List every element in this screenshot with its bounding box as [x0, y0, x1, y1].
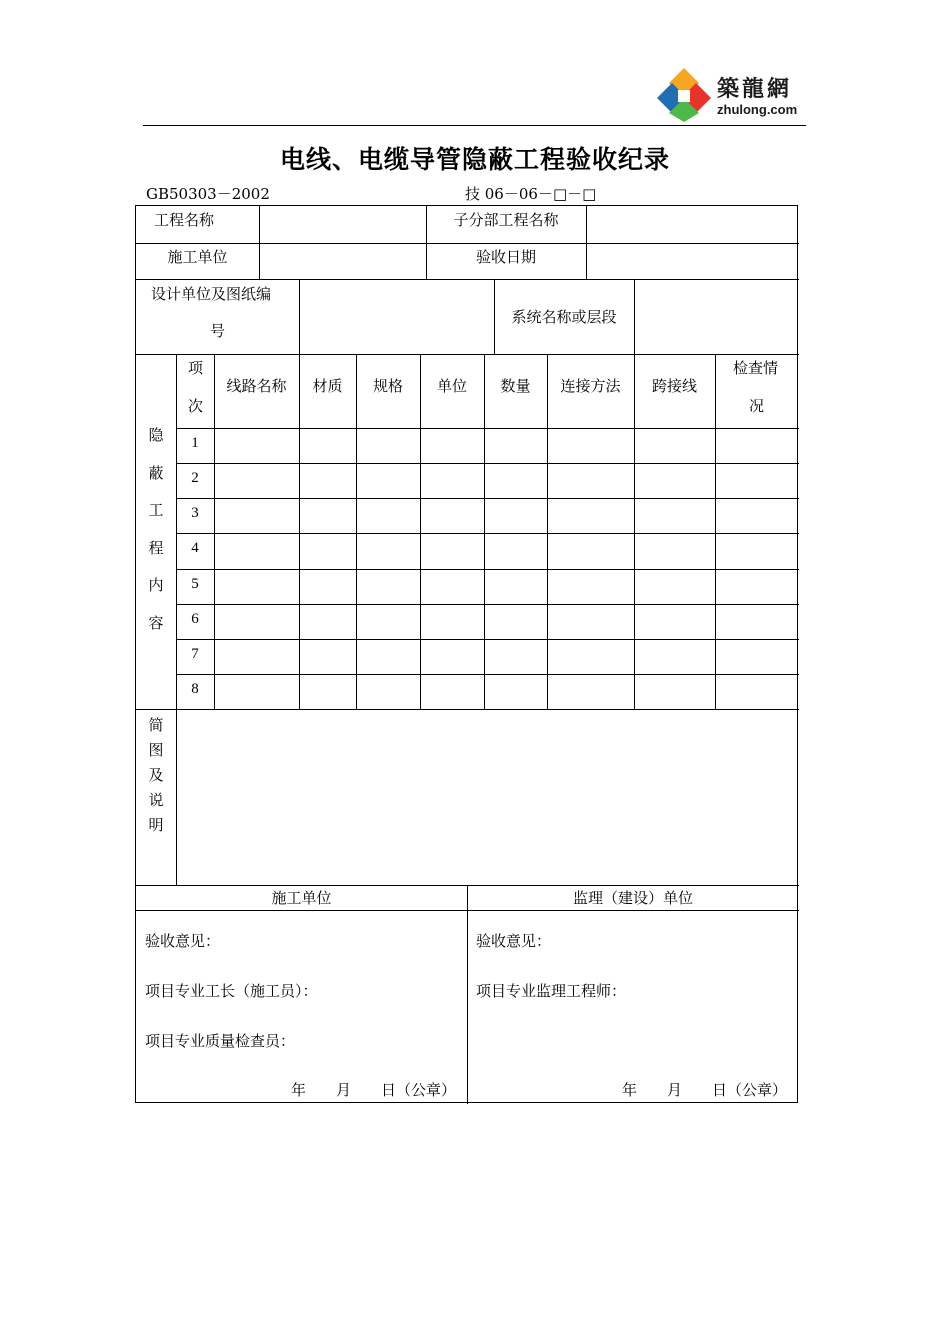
- design-unit-label-line2: 号: [210, 322, 226, 340]
- project-name-label: 工程名称: [153, 211, 214, 229]
- logo-chinese-name: 築龍網: [717, 77, 793, 102]
- left-inspector-label: 项目专业质量检查员：: [145, 1032, 296, 1050]
- signoff-construction-header: 施工单位: [271, 888, 332, 907]
- hidden-works-label: 隐 蔽 工 程 内 容: [148, 426, 164, 632]
- zhulong-logo-icon: [655, 66, 713, 122]
- right-opinion-label: 验收意见：: [476, 932, 552, 950]
- col-unit: 单位: [436, 377, 467, 395]
- table-row-number: 2: [191, 469, 199, 486]
- table-row-number: 8: [191, 680, 199, 697]
- right-date-seal: 年 月 日（公章）: [622, 1081, 788, 1099]
- design-unit-field[interactable]: [300, 279, 494, 354]
- sub-project-label: 子分部工程名称: [453, 211, 559, 229]
- left-opinion-label: 验收意见：: [145, 932, 221, 950]
- standard-code: GB50303－2002: [146, 185, 270, 203]
- page-title: 电线、电缆导管隐蔽工程验收纪录: [279, 145, 670, 174]
- sub-project-field[interactable]: [587, 206, 799, 243]
- table-row-number: 5: [191, 575, 199, 592]
- col-connection-method: 连接方法: [560, 377, 621, 395]
- sketch-description-label: 简 图 及 说 明: [148, 716, 164, 834]
- acceptance-date-label: 验收日期: [475, 248, 536, 266]
- col-material: 材质: [312, 377, 343, 395]
- zhulong-logo: [655, 66, 815, 122]
- col-quantity: 数量: [500, 377, 531, 395]
- acceptance-date-field[interactable]: [587, 243, 799, 279]
- system-label: 系统名称或层段: [511, 307, 617, 326]
- acceptance-form: [135, 205, 798, 1103]
- system-field[interactable]: [635, 279, 799, 354]
- sketch-area[interactable]: [177, 710, 799, 885]
- col-spec: 规格: [372, 377, 403, 395]
- col-jumper: 跨接线: [651, 377, 697, 395]
- form-number: 技 06－06－□－□: [465, 185, 597, 203]
- table-row-number: 3: [191, 504, 199, 521]
- signoff-supervision-header: 监理（建设）单位: [572, 888, 693, 907]
- table-row-number: 4: [191, 540, 199, 556]
- col-item-line2: 次: [188, 397, 204, 415]
- col-circuit-name: 线路名称: [226, 377, 287, 395]
- right-engineer-label: 项目专业监理工程师：: [476, 982, 627, 1000]
- design-unit-label-line1: 设计单位及图纸编: [151, 285, 272, 303]
- col-check-line2: 况: [749, 397, 765, 415]
- construction-unit-label: 施工单位: [167, 248, 228, 266]
- table-row-number: 7: [191, 645, 199, 662]
- col-item-line1: 项: [188, 359, 204, 377]
- logo-domain: zhulong.com: [717, 102, 798, 117]
- table-row-number: 6: [191, 610, 199, 627]
- table-row-number: 1: [191, 434, 199, 451]
- left-foreman-label: 项目专业工长（施工员）：: [145, 982, 318, 1000]
- col-check-line1: 检查情: [733, 359, 779, 377]
- project-name-field[interactable]: [260, 206, 426, 243]
- header-rule: [143, 125, 806, 126]
- left-date-seal: 年 月 日（公章）: [291, 1081, 457, 1099]
- construction-unit-field[interactable]: [260, 243, 426, 279]
